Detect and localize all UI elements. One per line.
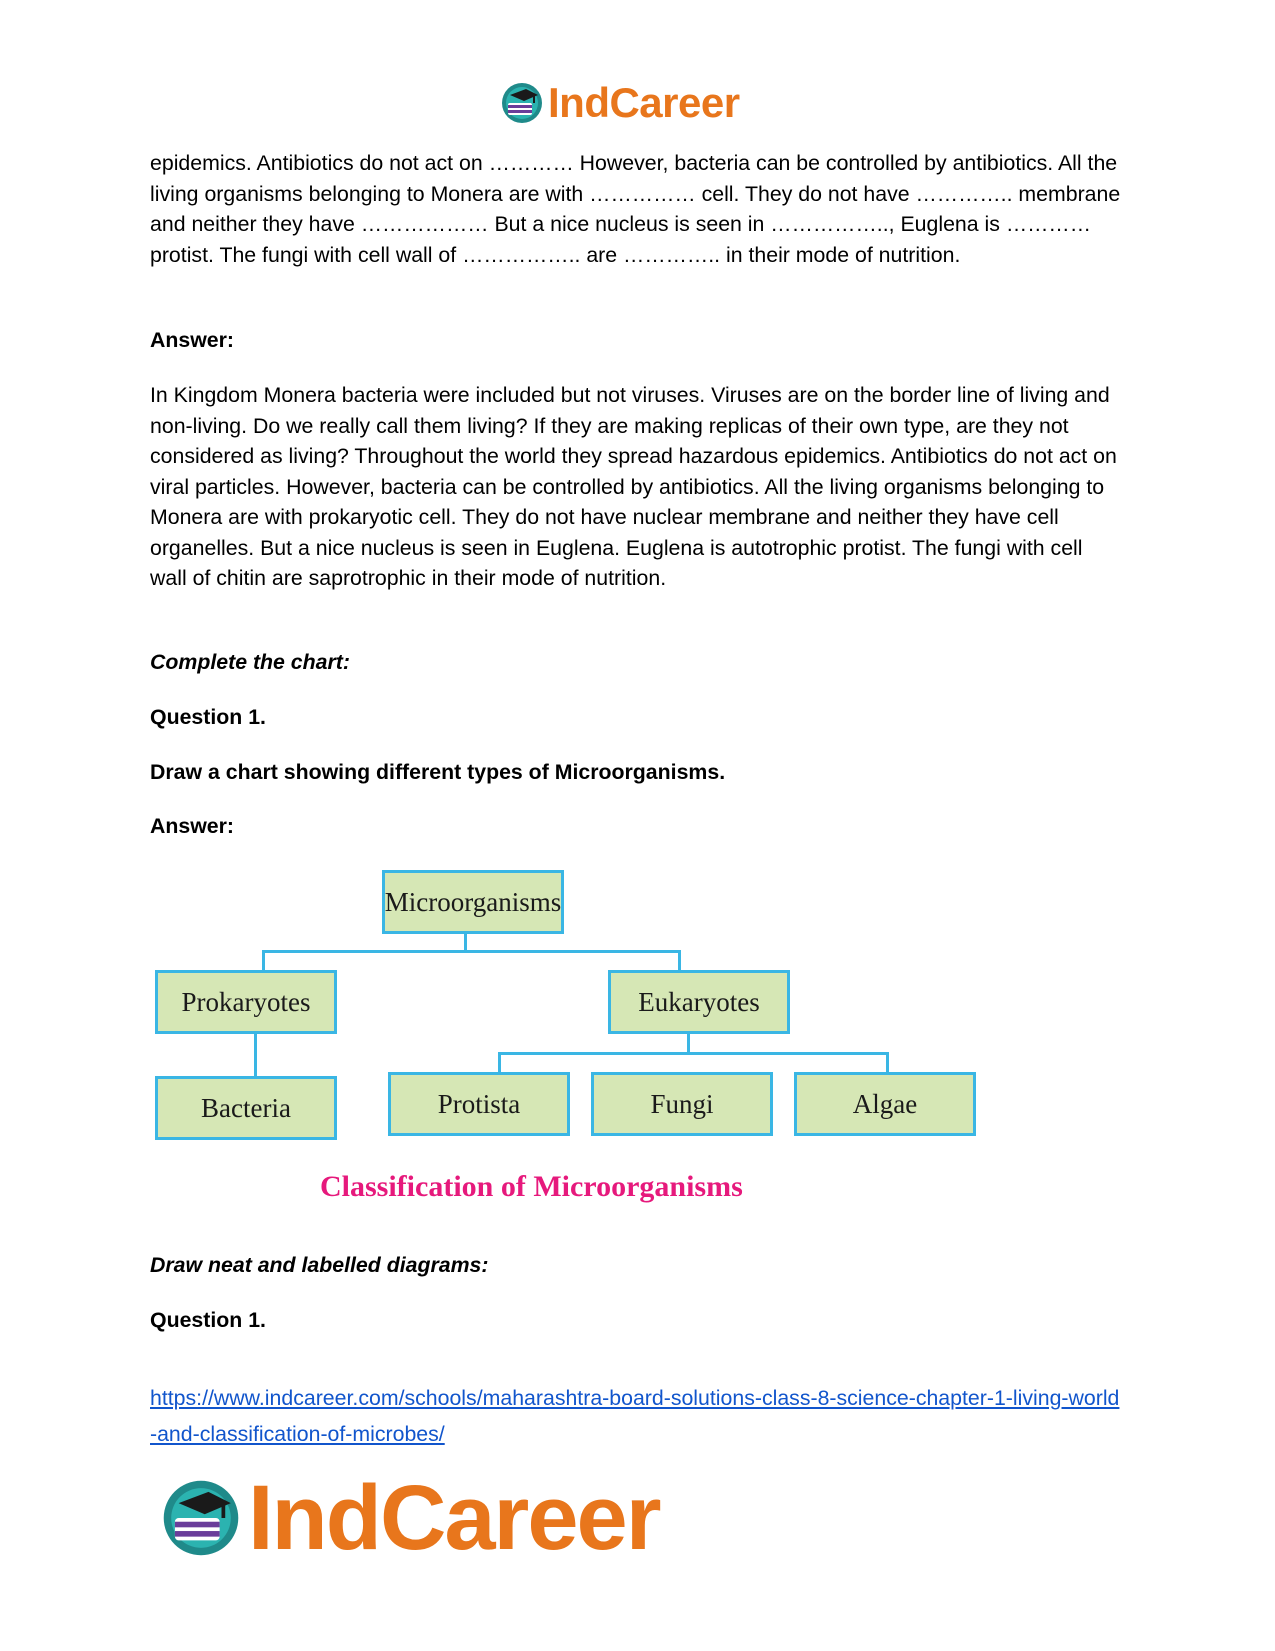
node-bacteria: Bacteria [155,1076,337,1140]
section-heading-complete-chart: Complete the chart: [150,650,350,674]
diagram-caption: Classification of Microorganisms [320,1170,743,1203]
source-link-container [150,1380,1125,1452]
answer-text: In Kingdom Monera bacteria were included but not viruses. Viruses are on the border line of living and non-living. Do we really call them living? If they are making replicas of their own type, are they not considered as living? Throughout the world they spread hazardous epidemics. Antibiotics do not act on viral particles. However, bacteria can be controlled by antibiotics. All the living organisms belonging to Monera are with prokaryotic cell. They do not have nuclear membrane and neither they have cell organelles. But a nice nucleus is seen in Euglena. Euglena is autotrophic protist. The fungi with cell wall of chitin are saprotrophic in their mode of nutrition. [150,383,1117,590]
answer-heading-2: Answer: [150,814,235,838]
intro-paragraph [150,148,1125,270]
answer-heading: Answer: [150,328,235,352]
connector-to-eukaryotes [678,950,681,972]
node-eukaryotes: Eukaryotes [608,970,790,1034]
node-microorganisms: Microorganisms [382,870,564,934]
node-algae: Algae [794,1072,976,1136]
node-fungi: Fungi [591,1072,773,1136]
graduation-book-icon-large [160,1477,242,1559]
indcareer-logo-header [500,78,740,128]
question-text: Draw a chart showing different types of Microorganisms. [150,760,726,784]
fill-in-blank-text: epidemics. Antibiotics do not act on ………… However, bacteria can be controlled by antibiotics. All the living organisms belonging to Monera are with …………… cell. They do not have ………….. membrane and neither they have ……………… But a nice nucleus is seen in …………….., Euglena is ………… protist. The fungi with cell wall of …………….. are ………….. in their mode of nutrition. [150,151,1121,267]
section-heading-diagrams: Draw neat and labelled diagrams: [150,1253,489,1277]
indcareer-logo-footer [160,1468,660,1568]
connector-prokaryotes-bacteria [254,1033,257,1079]
question-label-2: Question 1. [150,1308,266,1332]
connector-to-prokaryotes [262,950,265,972]
question-label: Question 1. [150,705,266,729]
connector-eukaryotes-down [687,1033,690,1053]
connector-to-algae [886,1052,889,1074]
connector-root-down [464,932,467,952]
source-link[interactable]: https://www.indcareer.com/schools/maharashtra-board-solutions-class-8-science-chapter-1-living-world-and-classification-of-microbes/ [150,1386,1120,1446]
connector-level1-horizontal [262,950,680,953]
logo-wordmark-large: IndCareer [248,1466,660,1569]
graduation-book-icon [500,81,544,125]
node-protista: Protista [388,1072,570,1136]
connector-level2-horizontal [498,1052,888,1055]
node-prokaryotes: Prokaryotes [155,970,337,1034]
logo-wordmark: IndCareer [548,79,740,126]
answer-paragraph [150,380,1125,594]
connector-to-protista [498,1052,501,1074]
classification-diagram [155,870,1035,1220]
